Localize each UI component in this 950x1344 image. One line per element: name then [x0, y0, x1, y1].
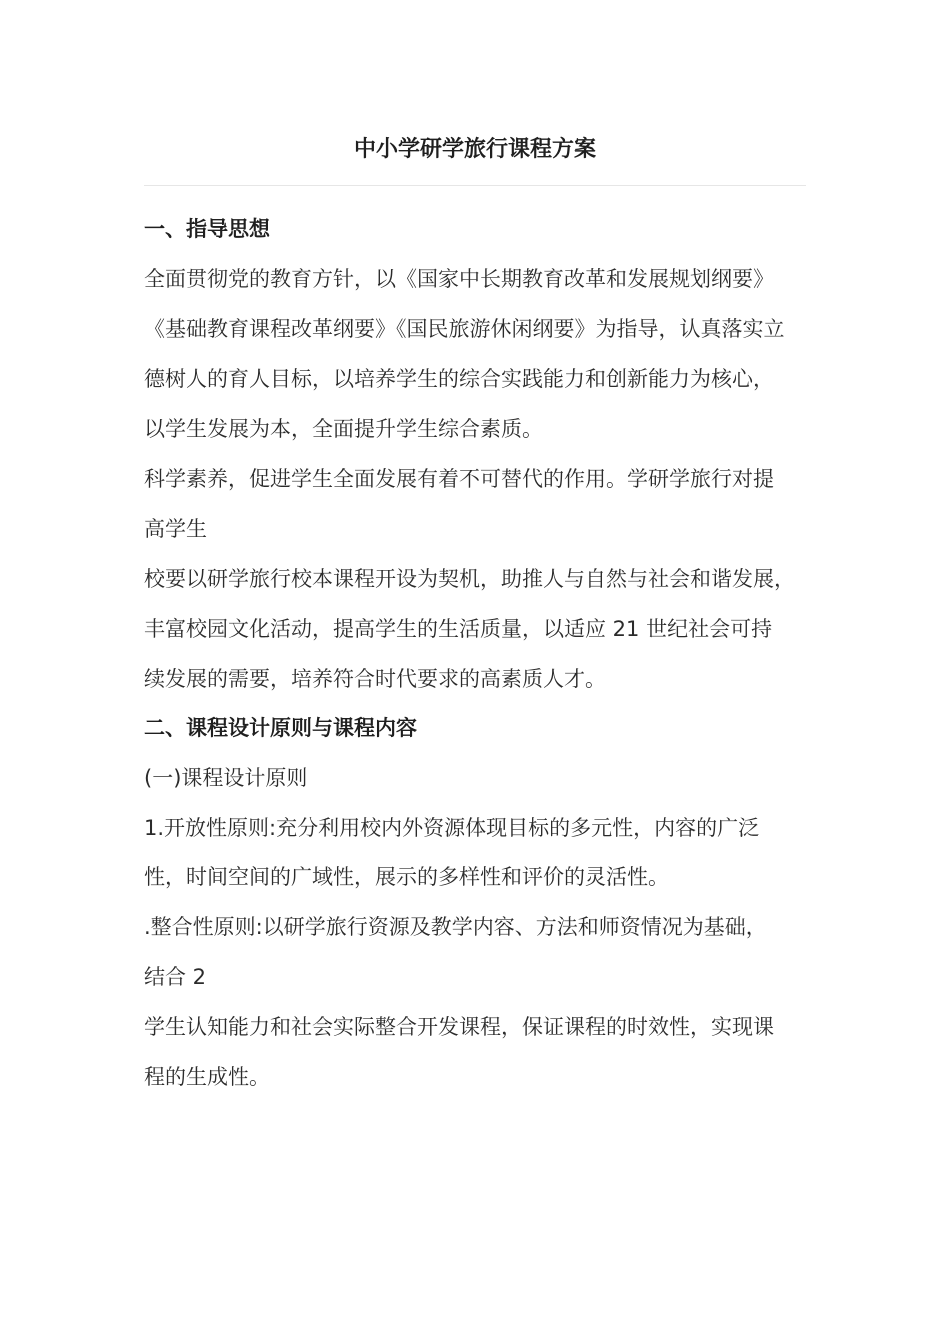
- paragraph-line: 以学生发展为本，全面提升学生综合素质。: [144, 417, 543, 441]
- paragraph-line: 续发展的需要，培养符合时代要求的高素质人才。: [144, 667, 606, 691]
- paragraph-line: 1.开放性原则:充分利用校内外资源体现目标的多元性，内容的广泛: [144, 816, 760, 840]
- subsection-heading: (一)课程设计原则: [144, 766, 308, 790]
- paragraph-line: 性，时间空间的广域性，展示的多样性和评价的灵活性。: [144, 865, 669, 889]
- paragraph-line: 德树人的育人目标，以培养学生的综合实践能力和创新能力为核心，: [144, 367, 774, 391]
- paragraph-line: 科学素养，促进学生全面发展有着不可替代的作用。学研学旅行对提: [144, 467, 774, 491]
- paragraph-line: .整合性原则:以研学旅行资源及教学内容、方法和师资情况为基础，: [144, 915, 767, 939]
- paragraph-line: 高学生: [144, 517, 207, 541]
- paragraph-line: 《基础教育课程改革纲要》《国民旅游休闲纲要》为指导，认真落实立: [144, 317, 785, 341]
- paragraph-line: 丰富校园文化活动，提高学生的生活质量，以适应 21 世纪社会可持: [144, 617, 773, 641]
- paragraph-line: 程的生成性。: [144, 1065, 270, 1089]
- paragraph-line: 结合 2: [144, 965, 207, 989]
- paragraph-line: 学生认知能力和社会实际整合开发课程，保证课程的时效性，实现课: [144, 1015, 774, 1039]
- title-divider: [144, 185, 806, 186]
- section-heading-guiding-ideology: 一、指导思想: [144, 217, 270, 241]
- paragraph-line: 全面贯彻党的教育方针，以《国家中长期教育改革和发展规划纲要》: [144, 267, 774, 291]
- document-title: 中小学研学旅行课程方案: [353, 137, 596, 162]
- paragraph-line: 校要以研学旅行校本课程开设为契机，助推人与自然与社会和谐发展，: [144, 567, 795, 591]
- section-heading-course-design: 二、课程设计原则与课程内容: [144, 716, 417, 740]
